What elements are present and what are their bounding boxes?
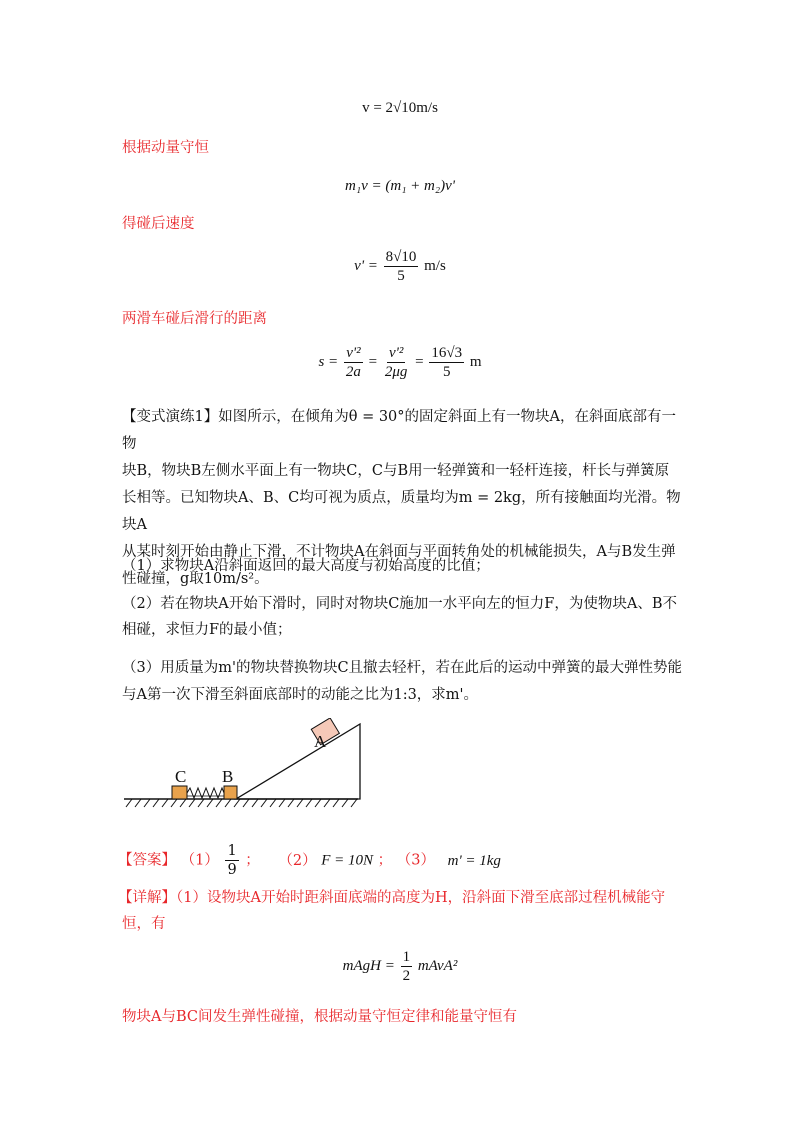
fraction-2: $\frac{\text{v'²}}{2\mu g}$ [384, 345, 408, 380]
problem-line-3: 长相等。已知物块A、B、C均可视为质点，质量均为m = 2kg，所有接触面均光滑。物块A [122, 490, 681, 533]
answer-1-fraction: $\frac{1}{9}$ [227, 843, 237, 878]
question-2: （2）若在物块A开始下滑时，同时对物块C施加一水平向左的恒力F，为使物块A、B不 [122, 596, 677, 612]
formula-energy: mAgH = $\frac{1}{2}$ mAvA² [342, 949, 458, 984]
answer-sep-2: ； [377, 852, 393, 869]
question-1: （1）求物块A沿斜面返回的最大高度与初始高度的比值； [122, 558, 490, 574]
label-c: C [175, 767, 187, 786]
label-a: A [314, 732, 327, 751]
answer-tag: 【答案】 [118, 852, 176, 869]
heading-velocity: 得碰后速度 [122, 216, 195, 232]
label-b: B [222, 767, 234, 786]
block-c [172, 786, 187, 799]
formula-vprime: v' = $\frac{8√10}{5}$ m/s [354, 249, 446, 284]
question-3-cont: 与A第一次下滑至斜面底部时的动能之比为1:3，求m'。 [122, 687, 479, 703]
heading-momentum: 根据动量守恒 [122, 140, 209, 156]
answer-1-prefix: （1） [180, 852, 219, 869]
question-3: （3）用质量为m'的物块替换物块C且撤去轻杆，若在此后的运动中弹簧的最大弹性势能 [122, 660, 683, 676]
detail-tag: 【详解】 [118, 890, 176, 906]
answer-2: F = 10N [321, 852, 374, 869]
spring [187, 788, 224, 798]
heading-collision: 物块A与BC间发生弹性碰撞，根据动量守恒定律和能量守恒有 [122, 1009, 517, 1025]
answer-sep-1: ； [245, 852, 260, 869]
fraction-3: $\frac{16√3}{5}$ [431, 345, 463, 380]
formula-momentum: m₁v = (m₁ + m₂)v' [345, 178, 455, 194]
answer-2-prefix: （2） [278, 852, 317, 869]
ground-hatching [126, 799, 357, 807]
detail-line-2: 恒，有 [122, 916, 166, 932]
problem-line-4: 从某时刻开始由静止下滑，不计物块A在斜面与平面转角处的机械能损失，A与B发生弹 [122, 544, 676, 560]
answer-3-prefix: （3） [396, 852, 435, 869]
block-b [224, 786, 237, 799]
problem-line-5: 性碰撞，g取10m/s²。 [122, 571, 269, 587]
incline [236, 724, 360, 799]
formula-v: v = 2√10m/s [362, 100, 438, 116]
fraction-1: $\frac{\text{v'²}}{2a}$ [345, 345, 361, 380]
answer-line [118, 842, 501, 879]
detail-line-1 [118, 888, 665, 908]
answer-3: m' = 1kg [447, 852, 501, 869]
heading-distance: 两滑车碰后滑行的距离 [122, 311, 267, 327]
incline-figure [118, 718, 368, 810]
problem-line-1: 【变式演练1】如图所示，在倾角为θ = 30°的固定斜面上有一物块A，在斜面底部有一物 [122, 409, 677, 452]
problem-line-2: 块B，物块B左侧水平面上有一物块C，C与B用一轻弹簧和一轻杆连接，杆长与弹簧原 [122, 463, 670, 479]
detail-text: （1）设物块A开始时距斜面底端的高度为H，沿斜面下滑至底部过程机械能守 [176, 890, 666, 906]
question-2-cont: 相碰，求恒力F的最小值； [122, 622, 292, 638]
formula-s: s = $\frac{\text{v'²}}{2a}$ = $\frac{\text{v'²}}{2\mu g}$ = $\frac{16√3}{5}$ m [318, 345, 482, 380]
fraction: $\frac{8√10}{5}$ [385, 249, 417, 284]
fraction: $\frac{1}{2}$ [402, 949, 411, 984]
